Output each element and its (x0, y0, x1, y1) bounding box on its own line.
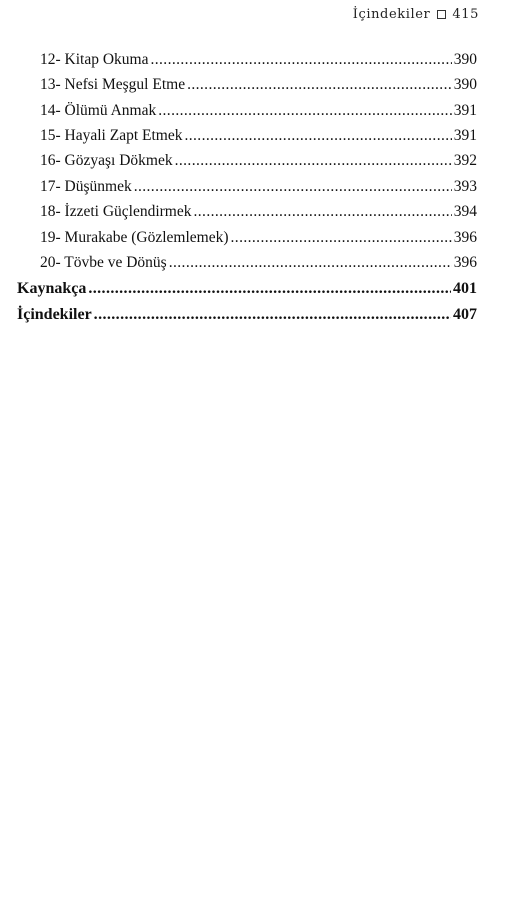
dot-leader (134, 176, 452, 198)
toc-chapter-entry[interactable] (17, 278, 477, 300)
toc-entry-page: 390 (453, 76, 477, 93)
toc-entry[interactable] (40, 252, 477, 274)
toc-entry-page: 396 (453, 229, 477, 246)
toc-entry-title: 14- Ölümü Anmak (40, 102, 157, 119)
toc-entry[interactable] (40, 100, 477, 122)
header-page-number: 415 (452, 7, 479, 22)
toc-entry-title: 20- Tövbe ve Dönüş (40, 254, 167, 271)
dot-leader (169, 252, 452, 274)
toc-chapter-page: 407 (453, 306, 477, 323)
dot-leader (88, 278, 451, 300)
dot-leader (231, 227, 452, 249)
toc-entry-title: 12- Kitap Okuma (40, 51, 149, 68)
dot-leader (184, 125, 451, 147)
toc-entry-title: 13- Nefsi Meşgul Etme (40, 76, 186, 93)
toc-entry-title: 18- İzzeti Güçlendirmek (40, 203, 192, 220)
dot-leader (187, 74, 452, 96)
toc-entry-page: 393 (453, 178, 477, 195)
toc-entry[interactable] (40, 74, 477, 96)
toc-entry[interactable] (40, 176, 477, 198)
toc-entry[interactable] (40, 125, 477, 147)
dot-leader (175, 150, 452, 172)
dot-leader (94, 304, 451, 326)
toc-entry-title: 19- Murakabe (Gözlemlemek) (40, 229, 229, 246)
toc-chapter-entry[interactable] (17, 304, 477, 326)
dot-leader (158, 100, 452, 122)
toc-entry-title: 16- Gözyaşı Dökmek (40, 152, 173, 169)
separator-square-icon (437, 10, 446, 19)
header-section-title: İçindekiler (352, 7, 431, 22)
toc-entry-page: 390 (453, 51, 477, 68)
toc-entry[interactable] (40, 150, 477, 172)
toc-entry[interactable] (40, 49, 477, 71)
toc-entry-title: 15- Hayali Zapt Etmek (40, 127, 183, 144)
toc-chapter-page: 401 (453, 280, 477, 297)
toc-entry-page: 394 (453, 203, 477, 220)
toc-chapter-title: İçindekiler (17, 306, 92, 323)
running-header (353, 7, 479, 22)
dot-leader (194, 201, 452, 223)
toc-entry[interactable] (40, 201, 477, 223)
toc-entry-page: 391 (453, 127, 477, 144)
toc-entry-page: 391 (453, 102, 477, 119)
toc-entry-page: 396 (453, 254, 477, 271)
dot-leader (150, 49, 451, 71)
toc-entry-title: 17- Düşünmek (40, 178, 132, 195)
toc-entry-page: 392 (453, 152, 477, 169)
toc-entry[interactable] (40, 227, 477, 249)
toc-chapter-title: Kaynakça (17, 280, 87, 297)
